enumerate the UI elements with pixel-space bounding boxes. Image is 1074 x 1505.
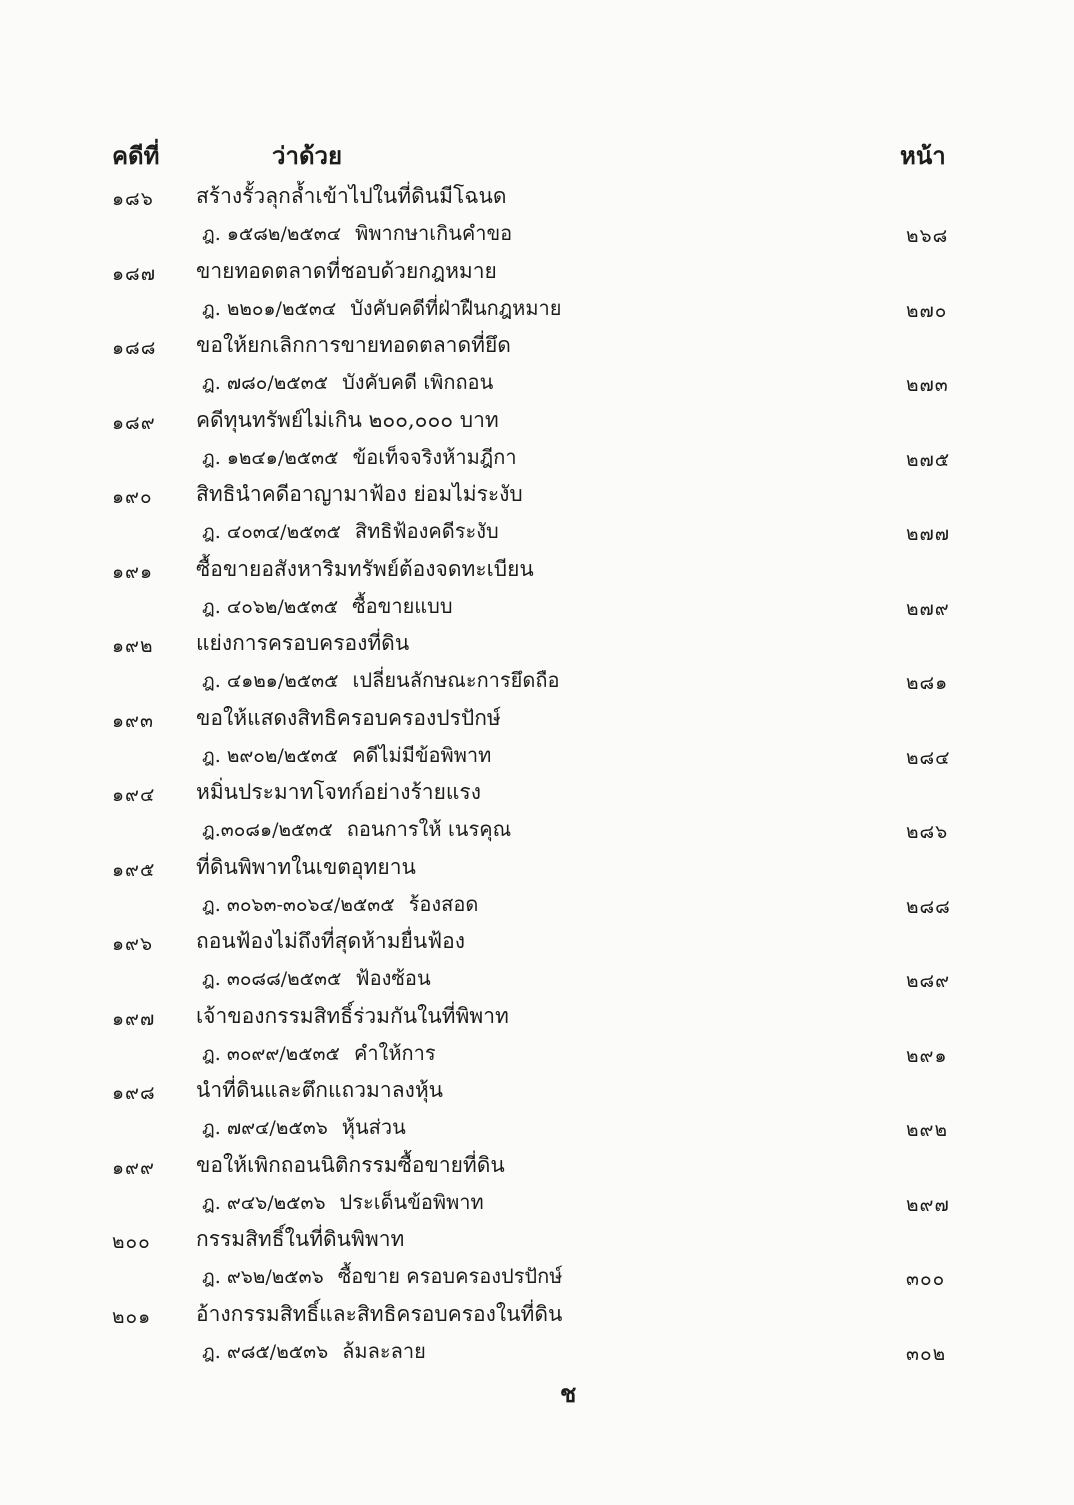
page-number: ๓๐๐ — [906, 1268, 946, 1290]
list-item — [0, 329, 1074, 404]
ruling-topic: ประเด็นข้อพิพาท — [339, 1189, 484, 1214]
page-number: ๒๘๑ — [906, 672, 949, 694]
ruling-topic: ซื้อขาย ครอบครองปรปักษ์ — [337, 1264, 563, 1288]
case-reference — [202, 441, 517, 473]
list-item — [0, 1223, 1074, 1298]
case-number: ๑๙๒ — [112, 635, 154, 657]
case-title: ซื้อขายอสังหาริมทรัพย์ต้องจดทะเบียน — [196, 556, 534, 581]
entries-list — [0, 180, 1074, 1372]
page-number: ๒๘๔ — [906, 746, 951, 769]
page-heading: หน้า — [900, 141, 946, 170]
case-number: ๒๐๑ — [112, 1305, 152, 1328]
ruling-id: ฎ. ๒๙๐๒/๒๕๓๕ — [202, 744, 339, 767]
case-reference — [202, 888, 478, 920]
case-reference — [202, 739, 491, 771]
ruling-topic: ฟ้องซ้อน — [355, 966, 431, 990]
ruling-id: ฎ. ๑๒๔๑/๒๕๓๕ — [202, 446, 339, 469]
case-reference — [202, 1335, 426, 1367]
list-item — [0, 1298, 1074, 1373]
page-number: ๒๗๕ — [906, 448, 951, 471]
ruling-topic: บังคับคดี เพิกถอน — [342, 370, 494, 394]
page-number: ๒๘๙ — [906, 970, 951, 992]
list-item — [0, 1149, 1074, 1224]
case-title: ขอให้แสดงสิทธิครอบครองปรปักษ์ — [196, 705, 501, 730]
list-item — [0, 627, 1074, 702]
case-number: ๑๙๖ — [112, 933, 154, 955]
case-title: สิทธินำคดีอาญามาฟ้อง ย่อมไม่ระงับ — [196, 482, 523, 506]
case-reference — [202, 1111, 406, 1143]
case-number: ๑๙๓ — [112, 709, 154, 732]
list-item — [0, 851, 1074, 926]
list-item — [0, 478, 1074, 553]
case-title: ขายทอดตลาดที่ชอบด้วยกฎหมาย — [196, 258, 497, 283]
case-number: ๑๙๙ — [112, 1156, 155, 1179]
case-number: ๑๙๘ — [112, 1082, 156, 1104]
ruling-topic: ซื้อขายแบบ — [352, 593, 453, 618]
table-header — [0, 136, 1074, 176]
page-number: ๒๗๙ — [906, 597, 950, 620]
ruling-id: ฎ. ๙๘๕/๒๕๓๖ — [202, 1340, 329, 1363]
case-number: ๑๙๑ — [112, 560, 154, 583]
ruling-id: ฎ. ๗๙๔/๒๕๓๖ — [202, 1117, 328, 1139]
case-number: ๑๘๘ — [112, 337, 157, 359]
ruling-topic: หุ้นส่วน — [341, 1115, 406, 1139]
ruling-id: ฎ. ๓๐๘๘/๒๕๓๕ — [202, 968, 342, 990]
list-item — [0, 1074, 1074, 1149]
case-title: แย่งการครอบครองที่ดิน — [196, 631, 410, 655]
case-reference — [202, 1186, 484, 1218]
case-title: เจ้าของกรรมสิทธิ์ร่วมกันในที่พิพาท — [196, 1003, 509, 1028]
ruling-id: ฎ. ๔๑๒๑/๒๕๓๕ — [202, 670, 339, 692]
ruling-topic: ร้องสอด — [408, 891, 479, 916]
page-number: ๒๙๗ — [906, 1193, 950, 1216]
case-title: ที่ดินพิพาทในเขตอุทยาน — [196, 854, 416, 879]
page-number: ๒๙๑ — [906, 1044, 948, 1067]
case-number: ๒๐๐ — [112, 1231, 151, 1253]
list-item — [0, 776, 1074, 851]
case-title: อ้างกรรมสิทธิ์และสิทธิครอบครองในที่ดิน — [196, 1301, 563, 1326]
ruling-id: ฎ. ๓๐๙๙/๒๕๓๕ — [202, 1042, 340, 1065]
ruling-id: ฎ. ๒๒๐๑/๒๕๓๔ — [202, 297, 337, 320]
case-title: หมิ่นประมาทโจทก์อย่างร้ายแรง — [196, 780, 481, 804]
case-reference — [202, 1260, 562, 1292]
page-marker: ช — [560, 1379, 577, 1408]
case-reference — [202, 292, 562, 324]
list-item — [0, 925, 1074, 1000]
case-reference — [202, 217, 512, 249]
ruling-topic: เปลี่ยนลักษณะการยึดถือ — [352, 668, 560, 692]
ruling-id: ฎ. ๔๐๖๒/๒๕๓๕ — [202, 595, 339, 618]
case-reference — [202, 366, 493, 398]
ruling-id: ฎ. ๑๕๘๒/๒๕๓๔ — [202, 223, 342, 245]
ruling-id: ฎ. ๗๘๐/๒๕๓๕ — [202, 372, 329, 394]
case-reference — [202, 590, 453, 622]
case-reference — [202, 515, 499, 547]
ruling-topic: คดีไม่มีข้อพิพาท — [352, 742, 492, 767]
ruling-topic: ล้มละลาย — [342, 1338, 426, 1363]
case-number: ๑๙๔ — [112, 784, 156, 806]
case-title: ถอนฟ้องไม่ถึงที่สุดห้ามยื่นฟ้อง — [196, 929, 465, 953]
case-title: นำที่ดินและตึกแถวมาลงหุ้น — [196, 1078, 444, 1102]
page-number: ๒๘๘ — [906, 895, 951, 918]
ruling-id: ฎ. ๙๖๒/๒๕๓๖ — [202, 1266, 324, 1288]
case-reference — [202, 664, 559, 696]
case-number: ๑๘๖ — [112, 188, 154, 210]
ruling-topic: สิทธิฟ้องคดีระงับ — [354, 519, 499, 543]
case-title: คดีทุนทรัพย์ไม่เกิน ๒๐๐,๐๐๐ บาท — [196, 407, 499, 432]
list-item — [0, 1000, 1074, 1075]
ruling-id: ฎ. ๙๔๖/๒๕๓๖ — [202, 1191, 326, 1214]
ruling-topic: คำให้การ — [353, 1040, 436, 1065]
page-number: ๒๗๗ — [906, 523, 951, 545]
subject-heading: ว่าด้วย — [272, 141, 343, 170]
ruling-id: ฎ. ๓๐๖๓-๓๐๖๔/๒๕๓๕ — [202, 893, 395, 916]
page-number: ๒๗๐ — [906, 299, 948, 322]
list-item — [0, 553, 1074, 628]
list-item — [0, 404, 1074, 479]
page-number: ๒๖๘ — [906, 225, 949, 247]
case-title: ขอให้ยกเลิกการขายทอดตลาดที่ยึด — [196, 333, 511, 357]
case-title: กรรมสิทธิ์ในที่ดินพิพาท — [196, 1227, 405, 1251]
ruling-id: ฎ.๓๐๘๑/๒๕๓๕ — [202, 819, 333, 841]
case-reference — [202, 1037, 436, 1069]
case-reference — [202, 813, 511, 845]
ruling-id: ฎ. ๔๐๓๔/๒๕๓๕ — [202, 521, 341, 543]
case-number: ๑๘๗ — [112, 262, 157, 285]
ruling-topic: บังคับคดีที่ฝ่าฝืนกฎหมาย — [350, 295, 562, 320]
list-item — [0, 255, 1074, 330]
case-number: ๑๙๕ — [112, 858, 156, 881]
ruling-topic: ข้อเท็จจริงห้ามฎีกา — [352, 444, 517, 469]
case-number: ๑๘๙ — [112, 411, 156, 434]
list-item — [0, 180, 1074, 255]
page-number: ๒๙๒ — [906, 1119, 948, 1141]
page-number: ๒๗๓ — [906, 374, 949, 396]
case-title: ขอให้เพิกถอนนิติกรรมซื้อขายที่ดิน — [196, 1152, 505, 1177]
ruling-topic: ถอนการให้ เนรคุณ — [346, 817, 512, 841]
case-number: ๑๙๗ — [112, 1007, 156, 1030]
case-reference — [202, 962, 431, 994]
page-number: ๓๐๒ — [906, 1342, 947, 1365]
page-number: ๒๘๖ — [906, 821, 949, 843]
case-number-heading: คดีที่ — [112, 141, 160, 170]
ruling-topic: พิพากษาเกินคำขอ — [355, 221, 513, 245]
case-number: ๑๙๐ — [112, 486, 153, 508]
case-title: สร้างรั้วลุกล้ำเข้าไปในที่ดินมีโฉนด — [196, 184, 507, 208]
list-item — [0, 702, 1074, 777]
